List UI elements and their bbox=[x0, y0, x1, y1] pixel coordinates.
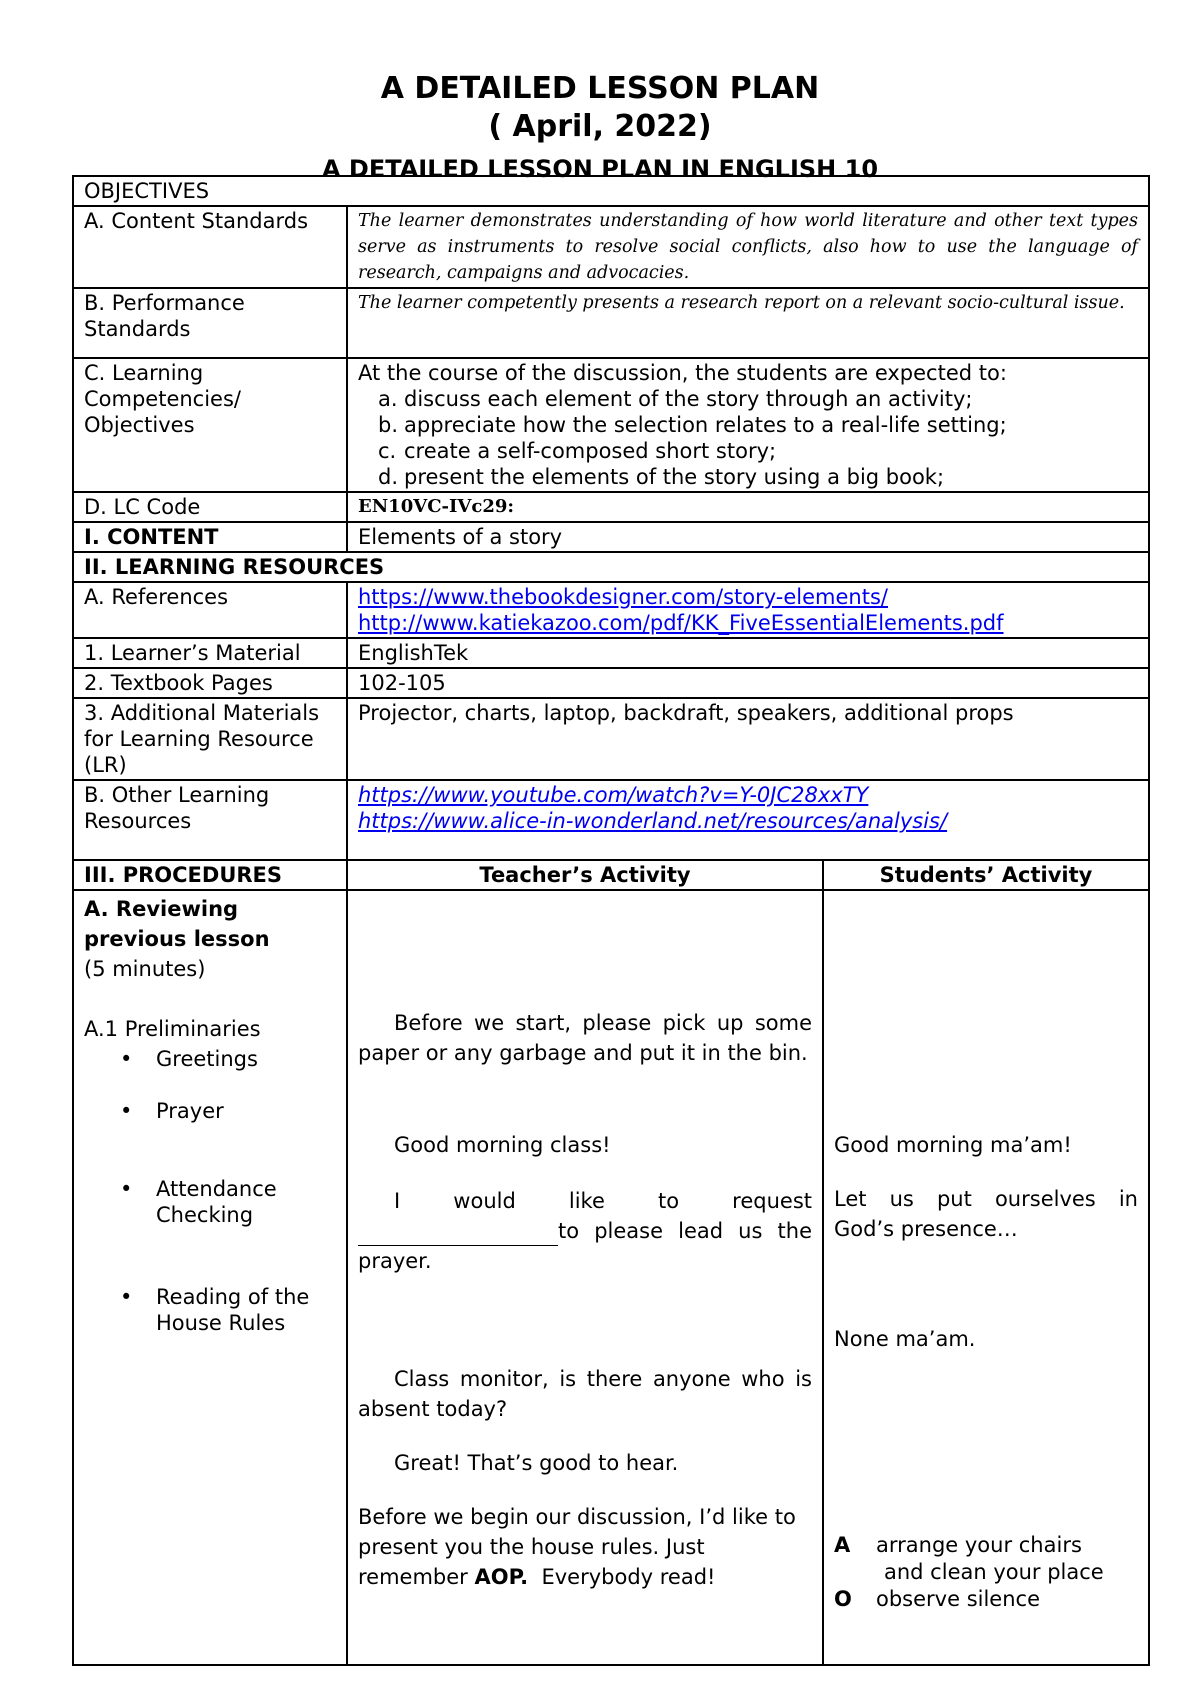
procedures-left-column bbox=[73, 890, 347, 1665]
procedures-heading-row bbox=[73, 860, 1149, 890]
references-label: A. References bbox=[73, 582, 347, 638]
students-activity-column bbox=[823, 890, 1149, 1665]
additional-materials-value: Projector, charts, laptop, backdraft, speakers, additional props bbox=[347, 698, 1149, 780]
competency-item: b. appreciate how the selection relates to a real-life setting; bbox=[378, 413, 1007, 437]
learners-material-value: EnglishTek bbox=[347, 638, 1149, 668]
teacher-activity-column bbox=[347, 890, 823, 1665]
lesson-plan-table bbox=[72, 175, 1150, 1666]
procedures-heading: III. PROCEDURES bbox=[73, 860, 347, 890]
teacher-line-greeting: Good morning class! bbox=[394, 1133, 611, 1157]
preliminary-item: • Greetings bbox=[120, 1047, 258, 1071]
reviewing-title-line2: previous lesson bbox=[84, 927, 270, 951]
students-activity-heading: Students’ Activity bbox=[823, 860, 1149, 890]
textbook-pages-value: 102-105 bbox=[347, 668, 1149, 698]
document-title: A DETAILED LESSON PLAN bbox=[380, 71, 820, 106]
additional-materials-label-line1: 3. Additional Materials bbox=[84, 701, 320, 725]
competencies-label-line1: C. Learning bbox=[84, 361, 204, 385]
content-standards-label: A. Content Standards bbox=[73, 206, 347, 288]
references-row bbox=[73, 582, 1149, 638]
teacher-line-cleanup: Before we start, please pick up some paper or any garbage and put it in the bin. bbox=[358, 1011, 812, 1065]
preliminary-item: • Attendance Checking bbox=[120, 1177, 277, 1227]
performance-standards-label-line2: Standards bbox=[84, 317, 191, 341]
house-rule-item: O observe silence bbox=[834, 1587, 1041, 1611]
teacher-line-attendance: Class monitor, is there anyone who is absent today? bbox=[358, 1367, 812, 1421]
performance-standards-label bbox=[73, 288, 347, 358]
teacher-line-request: I would like to request bbox=[394, 1189, 812, 1213]
content-label: I. CONTENT bbox=[73, 522, 347, 552]
competency-item: a. discuss each element of the story through an activity; bbox=[378, 387, 973, 411]
performance-standards-text: The learner competently presents a research report on a relevant socio-cultural issue. bbox=[347, 288, 1149, 358]
reviewing-duration: (5 minutes) bbox=[84, 957, 206, 981]
lc-code-row bbox=[73, 492, 1149, 522]
other-resource-link-youtube[interactable]: https://www.youtube.com/watch?v=Y-0JC28xxTY bbox=[358, 783, 869, 807]
document-date: ( April, 2022) bbox=[488, 109, 712, 144]
lc-code-value: EN10VC-IVc29: bbox=[347, 492, 1149, 522]
title-block bbox=[0, 70, 1200, 184]
blank-line bbox=[358, 1223, 558, 1246]
competencies-content bbox=[347, 358, 1149, 492]
other-resources-label-line2: Resources bbox=[84, 809, 192, 833]
other-resources-label-line1: B. Other Learning bbox=[84, 783, 270, 807]
performance-standards-row bbox=[73, 288, 1149, 358]
reference-link-katiekazoo[interactable]: http://www.katiekazoo.com/pdf/KK_FiveEssentialElements.pdf bbox=[358, 611, 1004, 635]
competencies-intro: At the course of the discussion, the students are expected to: bbox=[358, 361, 1007, 385]
learners-material-label: 1. Learner’s Material bbox=[73, 638, 347, 668]
teacher-line-request-cont: to please lead us the prayer. bbox=[358, 1219, 812, 1273]
competencies-label-line3: Objectives bbox=[84, 413, 195, 437]
student-line-prayer: Let us put ourselves in God’s presence… bbox=[834, 1187, 1138, 1241]
content-standards-text: The learner demonstrates understanding of how world literature and other text types serve as instruments to resolve social conflicts, also how to use the language of research, campaigns and advocacies. bbox=[347, 206, 1149, 288]
objectives-heading-row bbox=[73, 176, 1149, 206]
house-rule-item: A arrange your chairs and clean your place bbox=[834, 1533, 1104, 1584]
preliminary-item: • Reading of the House Rules bbox=[120, 1285, 310, 1335]
preliminary-item: • Prayer bbox=[120, 1099, 224, 1123]
reference-link-bookdesigner[interactable]: https://www.thebookdesigner.com/story-elements/ bbox=[358, 585, 888, 609]
competency-item: c. create a self-composed short story; bbox=[378, 439, 777, 463]
additional-materials-label-line3: (LR) bbox=[84, 753, 127, 777]
teacher-activity-heading: Teacher’s Activity bbox=[347, 860, 823, 890]
competencies-list bbox=[358, 386, 1138, 490]
competency-item: d. present the elements of the story using a big book; bbox=[378, 465, 945, 489]
other-resources-row bbox=[73, 780, 1149, 860]
teacher-line-house-rules: Before we begin our discussion, I’d like to present you the house rules. Just remember AOP. Everybody read! bbox=[358, 1505, 796, 1589]
reviewing-title-line1: A. Reviewing bbox=[84, 897, 239, 921]
student-line-none: None ma’am. bbox=[834, 1327, 976, 1351]
textbook-pages-row bbox=[73, 668, 1149, 698]
additional-materials-label bbox=[73, 698, 347, 780]
teacher-line-great: Great! That’s good to hear. bbox=[394, 1451, 679, 1475]
additional-materials-label-line2: for Learning Resource bbox=[84, 727, 314, 751]
resources-heading: II. LEARNING RESOURCES bbox=[73, 552, 1149, 582]
learners-material-row bbox=[73, 638, 1149, 668]
content-value: Elements of a story bbox=[347, 522, 1149, 552]
additional-materials-row bbox=[73, 698, 1149, 780]
preliminaries-list bbox=[84, 1046, 336, 1336]
content-standards-row bbox=[73, 206, 1149, 288]
procedures-content-row bbox=[73, 890, 1149, 1665]
textbook-pages-label: 2. Textbook Pages bbox=[73, 668, 347, 698]
competencies-label bbox=[73, 358, 347, 492]
document-subtitle: A DETAILED LESSON PLAN IN ENGLISH 10 bbox=[321, 155, 879, 183]
preliminaries-heading: A.1 Preliminaries bbox=[84, 1017, 261, 1041]
other-resources-links bbox=[347, 780, 1149, 860]
student-line-greeting: Good morning ma’am! bbox=[834, 1133, 1072, 1157]
lc-code-label: D. LC Code bbox=[73, 492, 347, 522]
references-links bbox=[347, 582, 1149, 638]
performance-standards-label-line1: B. Performance bbox=[84, 291, 245, 315]
other-resource-link-alice[interactable]: https://www.alice-in-wonderland.net/resources/analysis/ bbox=[358, 809, 948, 833]
house-rules-list bbox=[834, 1532, 1138, 1613]
competencies-row bbox=[73, 358, 1149, 492]
competencies-label-line2: Competencies/ bbox=[84, 387, 241, 411]
other-resources-label bbox=[73, 780, 347, 860]
resources-heading-row bbox=[73, 552, 1149, 582]
objectives-heading: OBJECTIVES bbox=[73, 176, 1149, 206]
content-row bbox=[73, 522, 1149, 552]
